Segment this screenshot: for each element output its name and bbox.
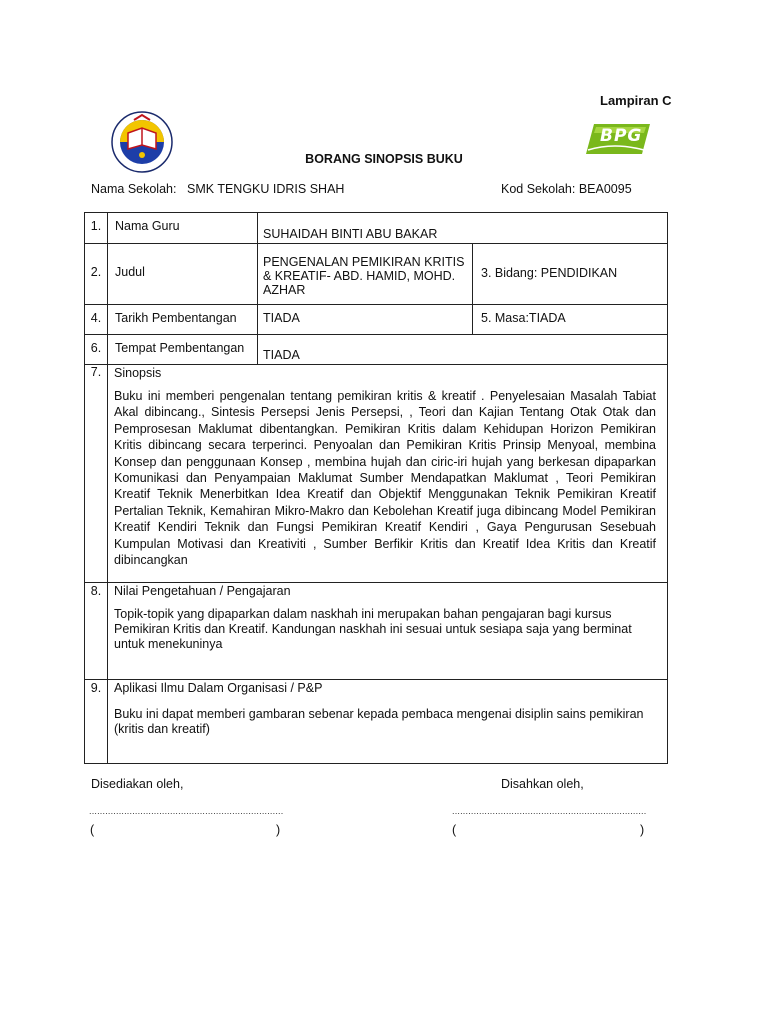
synopsis-text: Buku ini memberi pengenalan tentang pemikiran kritis & kreatif . Penyelesaian Masalah Tabiat Akal dibincang., Sintesis Persepsi Jenis Persepsi, , Teori dan Kajian Tentang Otak Otak dan Pemprosesan Maklumat dibentangkan. Pemikiran Kritis dalam Kehidupan Horizon Pemikiran Kritis dibincang secara terperinci. Penyoalan dan Pemikiran Kritis Prinsip Menyoal, membina Konsep dan penggunaan Konsep , membina hujah dan ciric-iri hujah yang berkesan dipaparkan Komunikasi dan Penyampaian Maklumat Sumber Mendapatkan Maklumat , Teori Pemikiran Kreatif Teknik Menerbitkan Idea Kreatif dan Objektif Menggunakan Teknik Pemikiran Kreatif Pertalian Teknik, Kemahiran Mikro-Makro dan Kebolehan Kreatif juga dibincang Model Pemikiran Kreatif Kendiri Teknik dan Fungsi Pemikiran Kreatif Kendiri , Gaya Pengurusan Sesebuah Kumpulan Motivasi dan Kreativiti , Sumber Berfikir Kritis dan Kreatif Idea Kritis dan Kreatif dibincangkan [114, 389, 656, 568]
bpg-logo-text: BPG [600, 126, 643, 146]
prepared-by-label: Disediakan oleh, [91, 777, 184, 791]
teacher-name-label: Nama Guru [108, 213, 258, 244]
prepared-by-name-open: ( [90, 823, 95, 837]
value-text: Topik-topik yang dipaparkan dalam naskhah ini merupakan bahan pengajaran bagi kursus Pemikiran Kritis dan Kreatif. Kandungan naskhah ini sesuai untuk sesiapa saja yang berminat untuk menekuninya [114, 607, 632, 651]
row-number: 1. [85, 213, 108, 244]
approved-by-signature-line: ........................................................................ [452, 806, 647, 816]
presentation-venue-label: Tempat Pembentangan [108, 335, 258, 365]
table-row [85, 305, 668, 335]
presentation-date-value: TIADA [258, 305, 473, 335]
approved-by-name-open: ( [452, 823, 457, 837]
application-cell [108, 680, 668, 764]
row-number: 4. [85, 305, 108, 335]
school-code: Kod Sekolah: BEA0095 [501, 182, 632, 196]
value-label: Nilai Pengetahuan / Pengajaran [114, 584, 291, 598]
presentation-date-label: Tarikh Pembentangan [108, 305, 258, 335]
teacher-name-value: SUHAIDAH BINTI ABU BAKAR [258, 213, 668, 244]
synopsis-cell [108, 365, 668, 583]
prepared-by-name-close: ) [276, 823, 281, 837]
table-row [85, 583, 668, 680]
approved-by-label: Disahkan oleh, [501, 777, 584, 791]
school-name-label: Nama Sekolah: [91, 182, 177, 196]
school-name-value: SMK TENGKU IDRIS SHAH [187, 182, 345, 196]
form-title: BORANG SINOPSIS BUKU [305, 152, 463, 166]
book-title-value: PENGENALAN PEMIKIRAN KRITIS & KREATIF- ABD. HAMID, MOHD. AZHAR [258, 244, 473, 305]
table-row [85, 244, 668, 305]
table-row [85, 680, 668, 764]
row-number: 6. [85, 335, 108, 365]
title-label: Judul [108, 244, 258, 305]
approved-by-name-close: ) [640, 823, 645, 837]
row-number: 9. [85, 680, 108, 764]
application-text: Buku ini dapat memberi gambaran sebenar kepada pembaca mengenai disiplin sains pemikiran (kritis dan kreatif) [114, 707, 644, 736]
field-value: 3. Bidang: PENDIDIKAN [473, 244, 668, 305]
row-number: 2. [85, 244, 108, 305]
table-row [85, 365, 668, 583]
synopsis-form-table [84, 212, 668, 764]
application-label: Aplikasi Ilmu Dalam Organisasi / P&P [114, 681, 323, 695]
table-row [85, 213, 668, 244]
value-cell [108, 583, 668, 680]
row-number: 7. [85, 365, 108, 583]
synopsis-label: Sinopsis [114, 366, 162, 380]
table-row [85, 335, 668, 365]
attachment-label: Lampiran C [600, 93, 672, 108]
prepared-by-signature-line: ........................................................................ [89, 806, 284, 816]
time-value: 5. Masa:TIADA [473, 305, 668, 335]
presentation-venue-value: TIADA [258, 335, 668, 365]
row-number: 8. [85, 583, 108, 680]
